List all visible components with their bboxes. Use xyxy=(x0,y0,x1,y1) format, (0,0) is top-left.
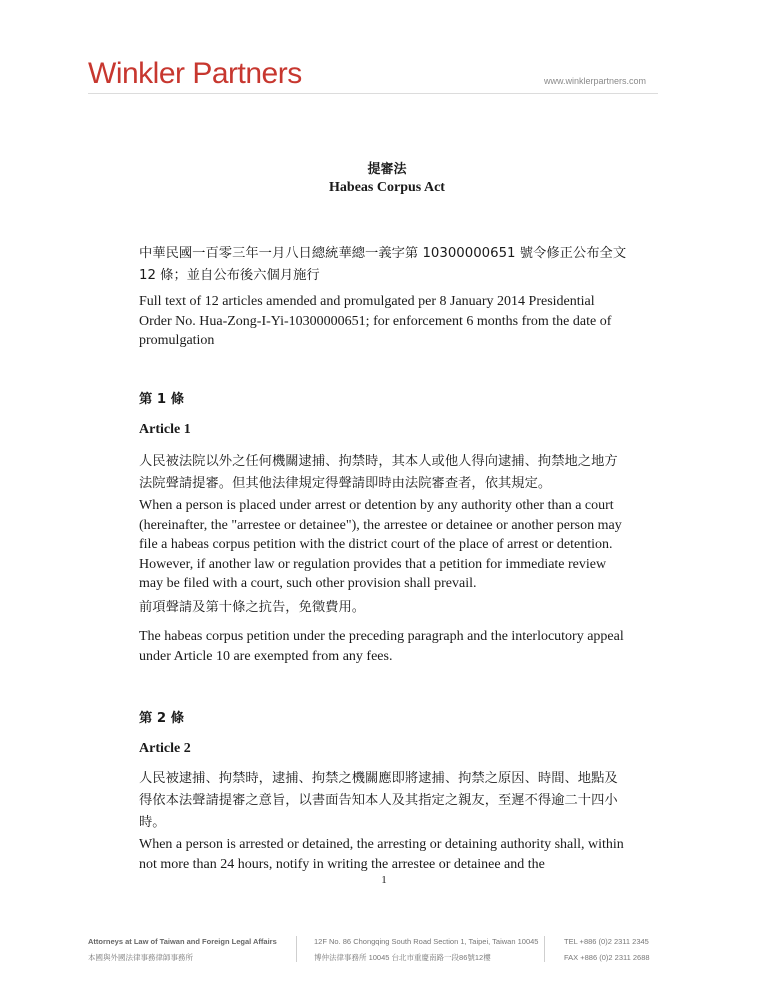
article-1-para-2-english: The habeas corpus petition under the preceding paragraph and the interlocutory appeal under Article 10 are exempted from any fees. xyxy=(139,629,624,664)
article-2-heading-english: Article 2 xyxy=(139,741,191,756)
article-1-para-1-english: When a person is placed under arrest or detention by any authority other than a court (hereinafter, the "arrestee or detainee"), the arrestee or detainee or another person may file a habeas corpus petition with the district court of the place of arrest or detention. However, if another law or regulation provides that a petition for immediate review may be filed with a court, such other provision shall prevail. xyxy=(139,498,622,591)
footer-firm-chinese: 本國與外國法律事務律師事務所 xyxy=(88,953,193,962)
title-english: Habeas Corpus Act xyxy=(329,180,445,195)
footer-address-chinese: 博仲法律事務所 10045 台北市重慶南路一段86號12樓 xyxy=(314,953,491,962)
preamble-chinese: 中華民國一百零三年一月八日總統華總一義字第 10300000651 號令修正公布全文 12 條；並自公布後六個月施行 xyxy=(139,246,627,283)
article-1-heading-chinese: 第 1 條 xyxy=(139,392,185,407)
website-url[interactable]: www.winklerpartners.com xyxy=(543,76,646,86)
footer-firm-english: Attorneys at Law of Taiwan and Foreign Legal Affairs xyxy=(88,937,277,946)
article-2-heading-chinese: 第 2 條 xyxy=(139,711,185,726)
title-chinese: 提審法 xyxy=(367,162,407,177)
footer-address-english: 12F No. 86 Chongqing South Road Section 1, Taipei, Taiwan 10045 xyxy=(314,937,539,946)
page-number: 1 xyxy=(381,874,387,886)
article-2-para-1-english: When a person is arrested or detained, the arresting or detaining authority shall, within not more than 24 hours, notify in writing the arrestee or detainee and the xyxy=(139,837,624,872)
footer-divider xyxy=(296,936,297,962)
footer-divider xyxy=(544,936,545,962)
article-1-para-1-chinese: 人民被法院以外之任何機關逮捕、拘禁時，其本人或他人得向逮捕、拘禁地之地方法院聲請提審。但其他法律規定得聲請即時由法院審查者，依其規定。 xyxy=(139,454,618,491)
article-2-para-1-chinese: 人民被逮捕、拘禁時，逮捕、拘禁之機關應即將逮捕、拘禁之原因、時間、地點及得依本法聲請提審之意旨，以書面告知本人及其指定之親友，至遲不得逾二十四小時。 xyxy=(139,771,618,830)
logo: Winkler Partners xyxy=(88,57,302,90)
preamble-english: Full text of 12 articles amended and promulgated per 8 January 2014 Presidential Order No. Hua-Zong-I-Yi-10300000651; for enforcement 6 months from the date of promulgation xyxy=(139,294,612,348)
article-1-heading-english: Article 1 xyxy=(139,422,191,437)
footer-fax: FAX +886 (0)2 2311 2688 xyxy=(564,953,650,962)
footer-telephone: TEL +886 (0)2 2311 2345 xyxy=(564,937,649,946)
article-1-para-2-chinese: 前項聲請及第十條之抗告，免徵費用。 xyxy=(139,600,366,615)
footer xyxy=(88,936,658,966)
header-rule xyxy=(88,93,658,94)
